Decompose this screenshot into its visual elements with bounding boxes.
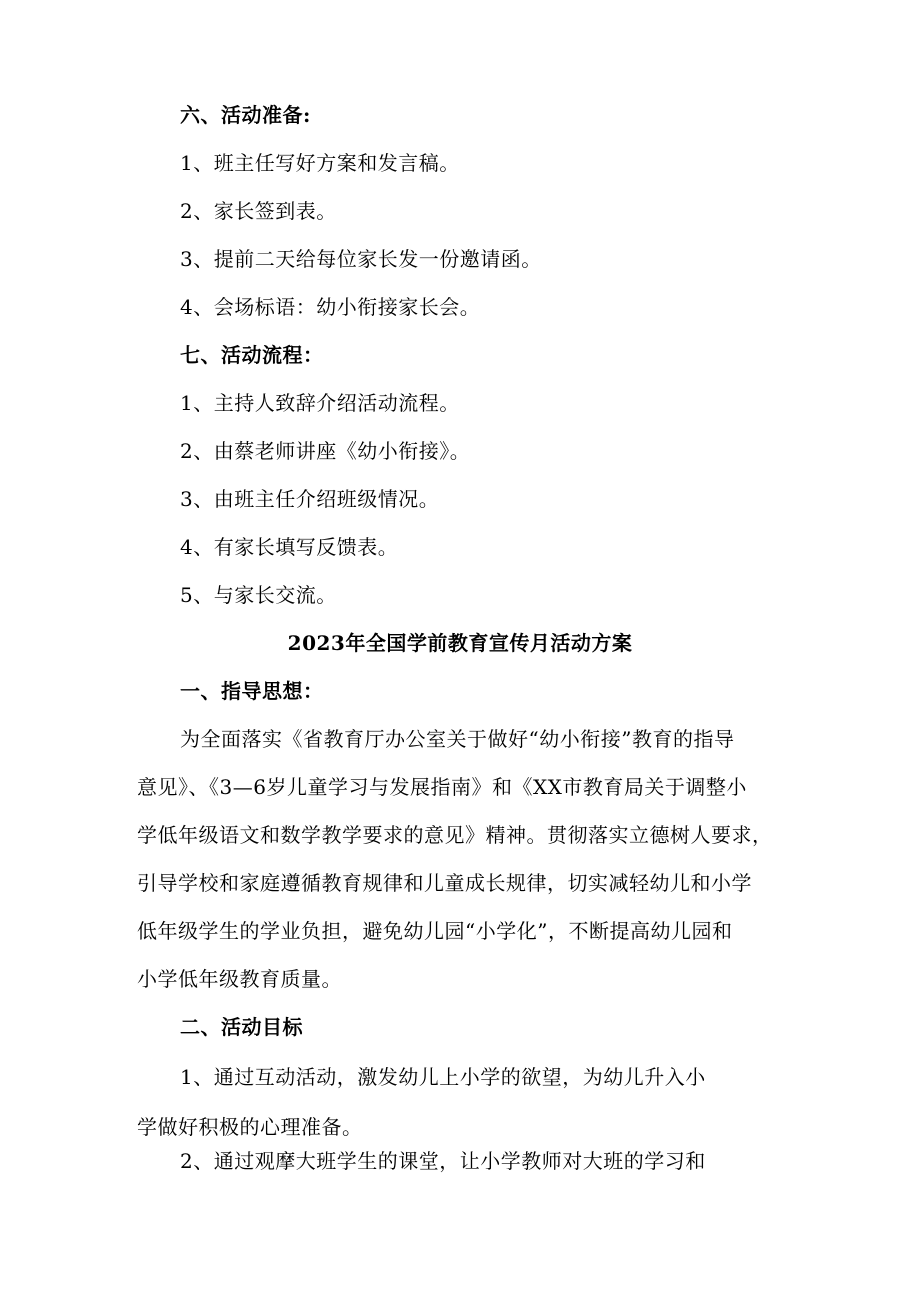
section7-item-4: 4、有家长填写反馈表。 xyxy=(180,535,399,559)
part2-heading: 二、活动目标 xyxy=(180,1015,303,1039)
section7-item-5: 5、与家长交流。 xyxy=(180,583,337,607)
section6-item-2: 2、家长签到表。 xyxy=(180,199,337,223)
section7-item-3: 3、由班主任介绍班级情况。 xyxy=(180,487,440,511)
document-title: 2023年全国学前教育宣传月活动方案 xyxy=(287,631,633,655)
part1-paragraph-line-1: 为全面落实《省教育厅办公室关于做好“幼小衔接”教育的指导 xyxy=(180,727,735,751)
part1-paragraph-line-6: 小学低年级教育质量。 xyxy=(137,967,342,991)
section7-item-2: 2、由蔡老师讲座《幼小衔接》。 xyxy=(180,439,471,463)
part1-paragraph-line-3: 学低年级语文和数学教学要求的意见》精神。贯彻落实立德树人要求， xyxy=(137,823,773,847)
section6-item-4: 4、会场标语：幼小衔接家长会。 xyxy=(180,295,481,319)
section7-heading: 七、活动流程： xyxy=(180,343,324,367)
part1-paragraph-line-5: 低年级学生的学业负担，避免幼儿园“小学化”，不断提高幼儿园和 xyxy=(137,919,733,943)
part2-item1-line-2: 学做好积极的心理准备。 xyxy=(137,1115,363,1139)
part1-paragraph-line-4: 引导学校和家庭遵循教育规律和儿童成长规律，切实减轻幼儿和小学 xyxy=(137,871,752,895)
part2-item1-line-1: 1、通过互动活动，激发幼儿上小学的欲望，为幼儿升入小 xyxy=(180,1065,706,1089)
part1-paragraph-line-2: 意见》、《3—6岁儿童学习与发展指南》和《XX市教育局关于调整小 xyxy=(137,775,747,799)
section7-item-1: 1、主持人致辞介绍活动流程。 xyxy=(180,391,460,415)
part2-item2-line-1: 2、通过观摩大班学生的课堂，让小学教师对大班的学习和 xyxy=(180,1149,706,1173)
section6-item-1: 1、班主任写好方案和发言稿。 xyxy=(180,151,460,175)
section6-heading: 六、活动准备: xyxy=(180,103,311,127)
part1-heading: 一、指导思想： xyxy=(180,679,324,703)
section6-item-3: 3、提前二天给每位家长发一份邀请函。 xyxy=(180,247,542,271)
